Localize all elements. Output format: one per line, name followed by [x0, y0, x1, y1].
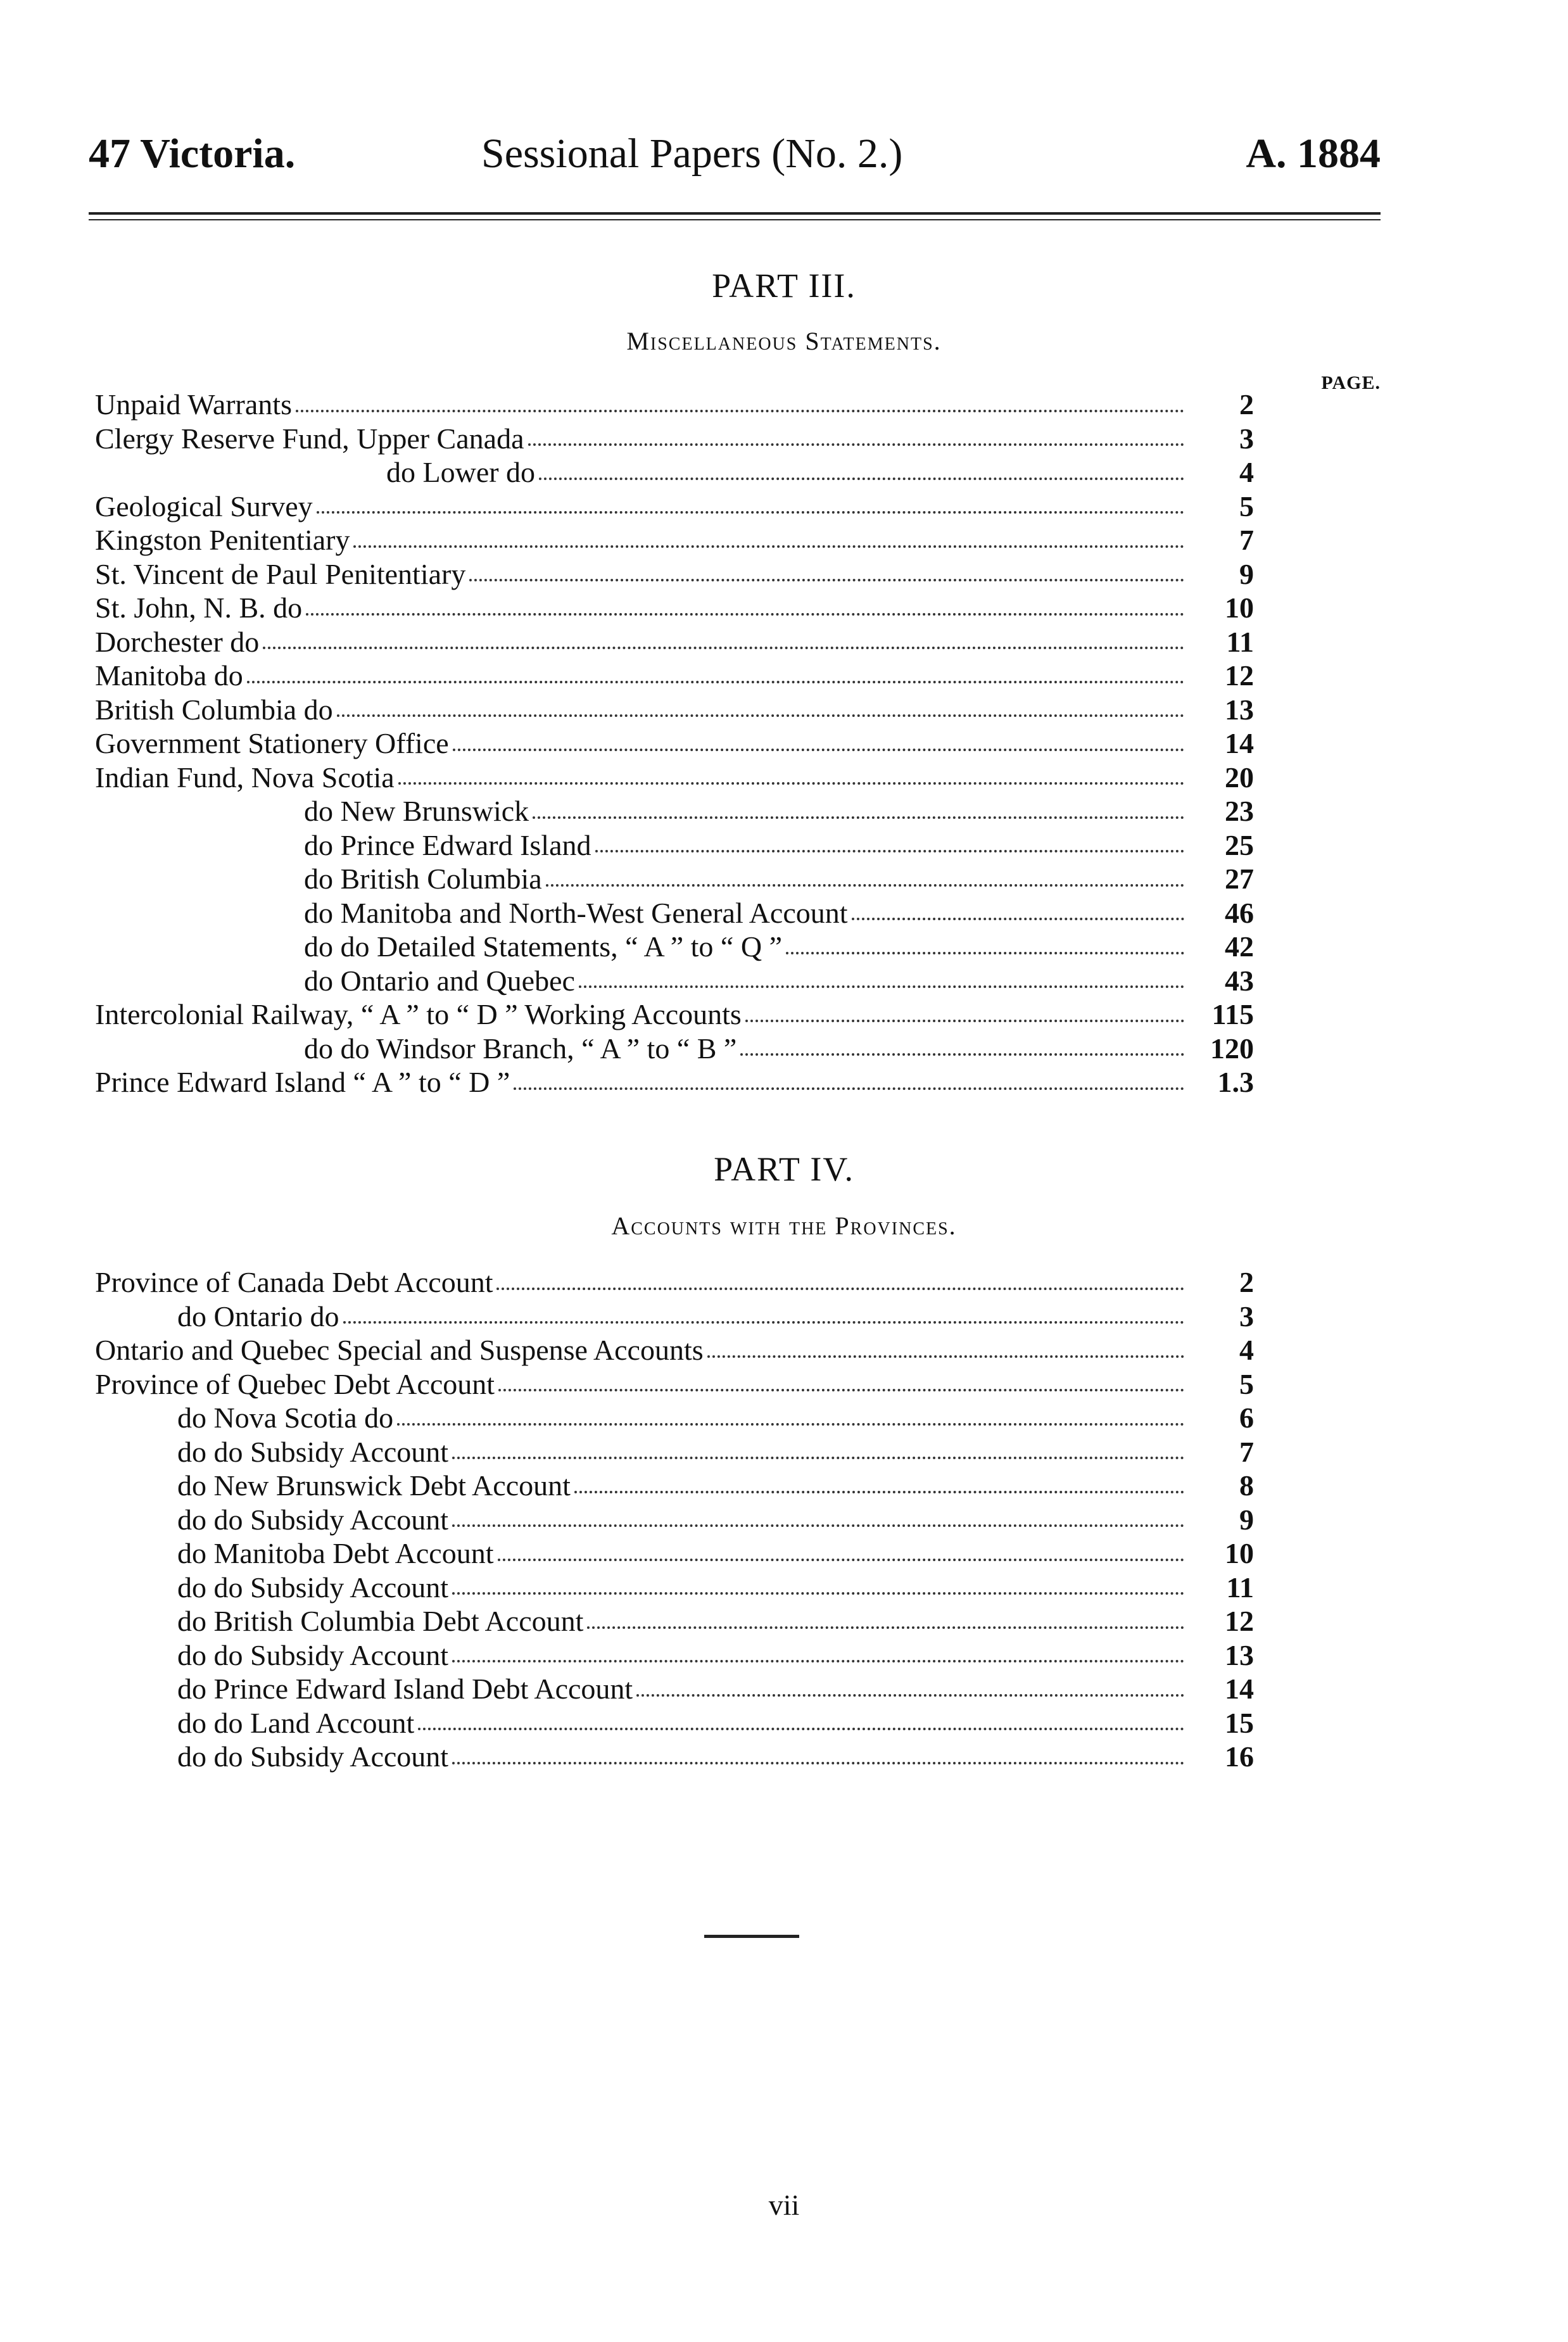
entry-page: 13: [1225, 1638, 1254, 1671]
dot-leader: [247, 681, 1184, 683]
entry-page: 43: [1225, 964, 1254, 997]
entry-label: do New Brunswick: [304, 795, 529, 827]
dot-leader: [740, 1053, 1184, 1056]
entry-label: do Ontario do: [177, 1300, 339, 1332]
entry-label: do New Brunswick Debt Account: [177, 1469, 571, 1502]
entry-page: 3: [1239, 422, 1254, 455]
list-item: [95, 930, 1254, 964]
entry-page: 15: [1225, 1706, 1254, 1739]
dot-leader: [498, 1559, 1184, 1561]
dot-leader: [418, 1728, 1184, 1730]
dot-leader: [263, 647, 1184, 649]
list-item: [95, 1032, 1254, 1066]
list-item: [95, 1706, 1254, 1740]
list-item: [95, 1435, 1254, 1469]
entry-label: do do Subsidy Account: [177, 1571, 449, 1604]
page-number: vii: [768, 2189, 800, 2221]
part4-title: PART IV.: [714, 1150, 854, 1188]
entry-page: 14: [1225, 727, 1254, 759]
list-item: [95, 1401, 1254, 1435]
list-item: [95, 726, 1254, 761]
entry-page: 10: [1225, 1537, 1254, 1569]
entry-label: British Columbia do: [95, 693, 333, 726]
dot-leader: [636, 1694, 1184, 1697]
entry-page: 11: [1226, 625, 1254, 658]
entry-label: do do Windsor Branch, “ A ” to “ B ”: [304, 1032, 737, 1065]
entry-label: St. Vincent de Paul Penitentiary: [95, 557, 466, 590]
entry-label: do Prince Edward Island: [304, 828, 591, 861]
entry-page: 1.3: [1217, 1066, 1254, 1098]
closing-rule: [704, 1935, 799, 1938]
entry-page: 120: [1210, 1032, 1254, 1065]
entry-label: do do Subsidy Account: [177, 1435, 449, 1468]
list-item: [95, 422, 1254, 456]
entry-label: do Lower do: [386, 456, 536, 488]
entry-page: 4: [1239, 456, 1254, 488]
entry-label: do do Subsidy Account: [177, 1638, 449, 1671]
entry-page: 7: [1239, 524, 1254, 556]
entry-label: do Nova Scotia do: [177, 1402, 394, 1434]
dot-leader: [786, 952, 1184, 954]
entry-label: Dorchester do: [95, 625, 260, 658]
entry-page: 11: [1226, 1571, 1254, 1604]
list-item: [95, 693, 1254, 727]
entry-label: do British Columbia Debt Account: [177, 1605, 584, 1637]
dot-leader: [745, 1020, 1184, 1022]
entry-label: Province of Canada Debt Account: [95, 1266, 493, 1298]
list-item: [95, 828, 1254, 863]
entry-page: 13: [1225, 693, 1254, 726]
entry-page: 115: [1211, 998, 1254, 1030]
list-item: [95, 1300, 1254, 1334]
list-item: [95, 862, 1254, 896]
entry-label: Kingston Penitentiary: [95, 524, 350, 556]
entry-page: 23: [1225, 795, 1254, 827]
list-item: [95, 625, 1254, 659]
dot-leader: [343, 1321, 1184, 1324]
list-item: [95, 1503, 1254, 1537]
dot-leader: [579, 985, 1184, 988]
entry-page: 2: [1239, 1266, 1254, 1298]
entry-label: St. John, N. B. do: [95, 592, 303, 624]
entry-page: 14: [1225, 1673, 1254, 1705]
dot-leader: [452, 1762, 1184, 1764]
entry-page: 20: [1225, 761, 1254, 794]
list-item: [95, 1469, 1254, 1503]
dot-leader: [469, 579, 1184, 581]
list-item: [95, 523, 1254, 557]
list-item: [95, 997, 1254, 1032]
entry-label: Prince Edward Island “ A ” to “ D ”: [95, 1066, 510, 1098]
dot-leader: [587, 1626, 1184, 1629]
dot-leader: [498, 1389, 1184, 1391]
entry-label: Indian Fund, Nova Scotia: [95, 761, 395, 794]
list-item: [95, 490, 1254, 524]
dot-leader: [546, 884, 1184, 887]
running-header: [89, 130, 1381, 187]
page-column-heading: PAGE.: [1321, 372, 1381, 393]
entry-page: 4: [1239, 1334, 1254, 1366]
dot-leader: [397, 1423, 1184, 1426]
entry-label: Province of Quebec Debt Account: [95, 1367, 495, 1400]
dot-leader: [496, 1288, 1184, 1290]
dot-leader: [514, 1087, 1184, 1090]
dot-leader: [574, 1491, 1184, 1493]
entry-label: do do Subsidy Account: [177, 1740, 449, 1773]
dot-leader: [852, 918, 1184, 920]
entry-label: do Manitoba Debt Account: [177, 1537, 494, 1569]
entry-label: Manitoba do: [95, 659, 243, 692]
entry-page: 46: [1225, 896, 1254, 929]
dot-leader: [453, 749, 1184, 751]
header-rule-thin: [89, 219, 1381, 220]
dot-leader: [707, 1355, 1184, 1358]
entry-label: Clergy Reserve Fund, Upper Canada: [95, 422, 524, 455]
entry-label: Government Stationery Office: [95, 727, 449, 759]
list-item: [95, 964, 1254, 998]
entry-page: 8: [1239, 1469, 1254, 1502]
list-item: [95, 761, 1254, 795]
entry-page: 27: [1225, 863, 1254, 895]
dot-leader: [452, 1592, 1184, 1595]
part3-contents-list: [95, 388, 1254, 1099]
list-item: [95, 1367, 1254, 1402]
list-item: [95, 794, 1254, 828]
list-item: [95, 1672, 1254, 1706]
entry-page: 5: [1239, 490, 1254, 522]
entry-page: 10: [1225, 592, 1254, 624]
entry-page: 12: [1225, 659, 1254, 692]
entry-label: do British Columbia: [304, 863, 542, 895]
header-title: Sessional Papers (No. 2.): [481, 130, 903, 177]
list-item: [95, 1265, 1254, 1300]
dot-leader: [398, 782, 1184, 785]
list-item: [95, 1536, 1254, 1571]
dot-leader: [296, 410, 1184, 412]
header-rule-thick: [89, 212, 1381, 215]
list-item: [95, 1333, 1254, 1367]
list-item: [95, 896, 1254, 930]
entry-page: 7: [1239, 1435, 1254, 1468]
list-item: [95, 1638, 1254, 1673]
dot-leader: [539, 478, 1184, 480]
dot-leader: [452, 1660, 1184, 1662]
header-session: 47 Victoria.: [89, 130, 296, 177]
entry-label: Intercolonial Railway, “ A ” to “ D ” Working Accounts: [95, 998, 742, 1030]
entry-page: 12: [1225, 1605, 1254, 1637]
dot-leader: [317, 511, 1184, 514]
list-item: [95, 1604, 1254, 1638]
dot-leader: [528, 443, 1185, 446]
entry-label: Ontario and Quebec Special and Suspense Accounts: [95, 1334, 704, 1366]
dot-leader: [452, 1524, 1184, 1527]
entry-page: 25: [1225, 828, 1254, 861]
entry-page: 42: [1225, 930, 1254, 963]
list-item: [95, 591, 1254, 625]
header-year: A. 1884: [1246, 130, 1381, 177]
list-item: [95, 455, 1254, 490]
entry-page: 9: [1239, 1503, 1254, 1536]
list-item: [95, 1065, 1254, 1099]
part3-title: PART III.: [712, 267, 856, 305]
entry-page: 9: [1239, 557, 1254, 590]
entry-label: do Ontario and Quebec: [304, 964, 575, 997]
entry-page: 5: [1239, 1367, 1254, 1400]
dot-leader: [306, 613, 1184, 616]
list-item: [95, 1740, 1254, 1774]
part4-contents-list: [95, 1265, 1254, 1774]
dot-leader: [452, 1457, 1184, 1459]
entry-label: do Prince Edward Island Debt Account: [177, 1673, 633, 1705]
entry-page: 16: [1225, 1740, 1254, 1773]
list-item: [95, 388, 1254, 422]
entry-label: do do Land Account: [177, 1706, 415, 1739]
entry-label: do do Subsidy Account: [177, 1503, 449, 1536]
dot-leader: [353, 545, 1184, 548]
dot-leader: [595, 850, 1185, 852]
part4-subtitle: Accounts with the Provinces.: [611, 1212, 957, 1240]
dot-leader: [533, 816, 1184, 819]
part3-subtitle: Miscellaneous Statements.: [626, 327, 942, 355]
list-item: [95, 557, 1254, 592]
entry-page: 6: [1239, 1402, 1254, 1434]
entry-page: 3: [1239, 1300, 1254, 1332]
list-item: [95, 659, 1254, 693]
list-item: [95, 1571, 1254, 1605]
dot-leader: [337, 714, 1184, 717]
entry-label: Unpaid Warrants: [95, 388, 292, 421]
entry-page: 2: [1239, 388, 1254, 421]
entry-label: do Manitoba and North-West General Account: [304, 896, 848, 929]
entry-label: do do Detailed Statements, “ A ” to “ Q ”: [304, 930, 782, 963]
entry-label: Geological Survey: [95, 490, 313, 522]
